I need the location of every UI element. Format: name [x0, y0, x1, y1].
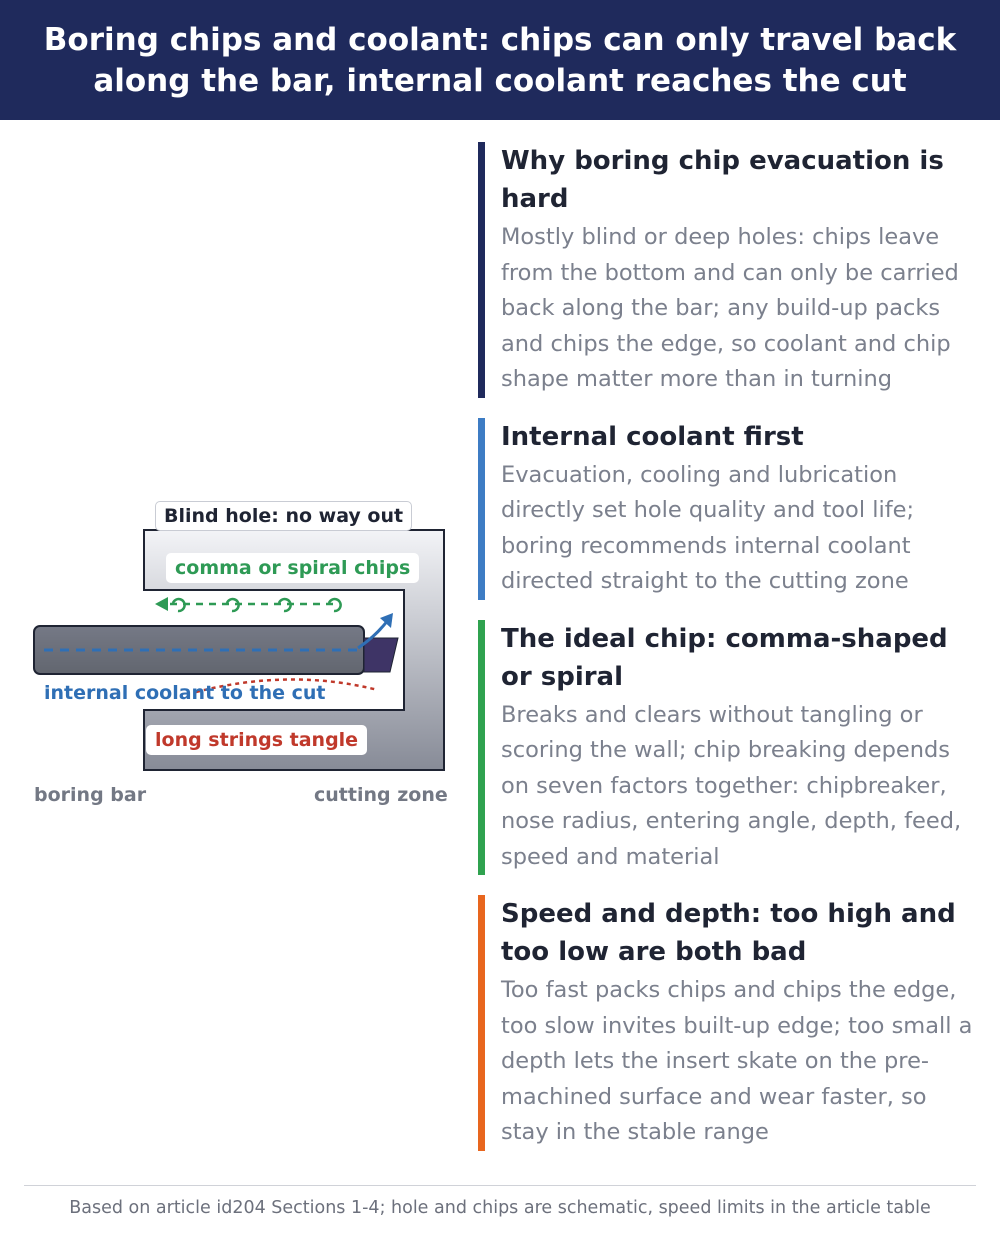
chips-label: comma or spiral chips	[166, 553, 419, 583]
section-coolant	[478, 418, 978, 600]
section-body: Too fast packs chips and chips the edge, too slow invites built-up edge; too small a depth lets the insert skate on the pre-machined surface and wear faster, so stay in the stable range	[501, 977, 973, 1145]
section-body: Evacuation, cooling and lubrication directly set hole quality and tool life; boring recommends internal coolant directed straight to the cutting zone	[501, 461, 915, 594]
footer-divider	[24, 1185, 976, 1186]
boring-bar-label: boring bar	[34, 784, 147, 806]
blind-hole-label: Blind hole: no way out	[155, 501, 412, 531]
footer-note: Based on article id204 Sections 1-4; hole and chips are schematic, speed limits in the article table	[69, 1198, 931, 1218]
section-accent-bar	[478, 142, 485, 398]
coolant-label: internal coolant to the cut	[44, 682, 326, 704]
title-line-1: Boring chips and coolant: chips can only travel back	[43, 22, 957, 58]
section-heading: Speed and depth: too high and too low are both bad	[501, 899, 956, 967]
section-accent-bar	[478, 620, 485, 876]
section-ideal-chip	[478, 620, 978, 876]
title-banner	[0, 0, 1000, 120]
section-accent-bar	[478, 418, 485, 600]
section-accent-bar	[478, 895, 485, 1151]
section-heading: Why boring chip evacuation is hard	[501, 146, 944, 214]
section-speed-depth	[478, 895, 978, 1151]
boring-diagram	[0, 480, 470, 840]
section-body: Mostly blind or deep holes: chips leave from the bottom and can only be carried back along the bar; any build-up packs and chips the edge, so coolant and chip shape matter more than in turning	[501, 224, 959, 392]
tangle-label: long strings tangle	[146, 725, 367, 755]
section-body: Breaks and clears without tangling or scoring the wall; chip breaking depends on seven factors together: chipbreaker, nose radius, entering angle, depth, feed, speed and material	[501, 701, 962, 870]
section-heading: The ideal chip: comma-shaped or spiral	[501, 623, 948, 692]
section-heading: Internal coolant first	[501, 421, 804, 452]
section-evacuation	[478, 142, 978, 398]
explanation-sections	[478, 142, 978, 1171]
title-line-2: along the bar, internal coolant reaches the cut	[93, 63, 907, 99]
cutting-zone-label: cutting zone	[314, 784, 448, 806]
